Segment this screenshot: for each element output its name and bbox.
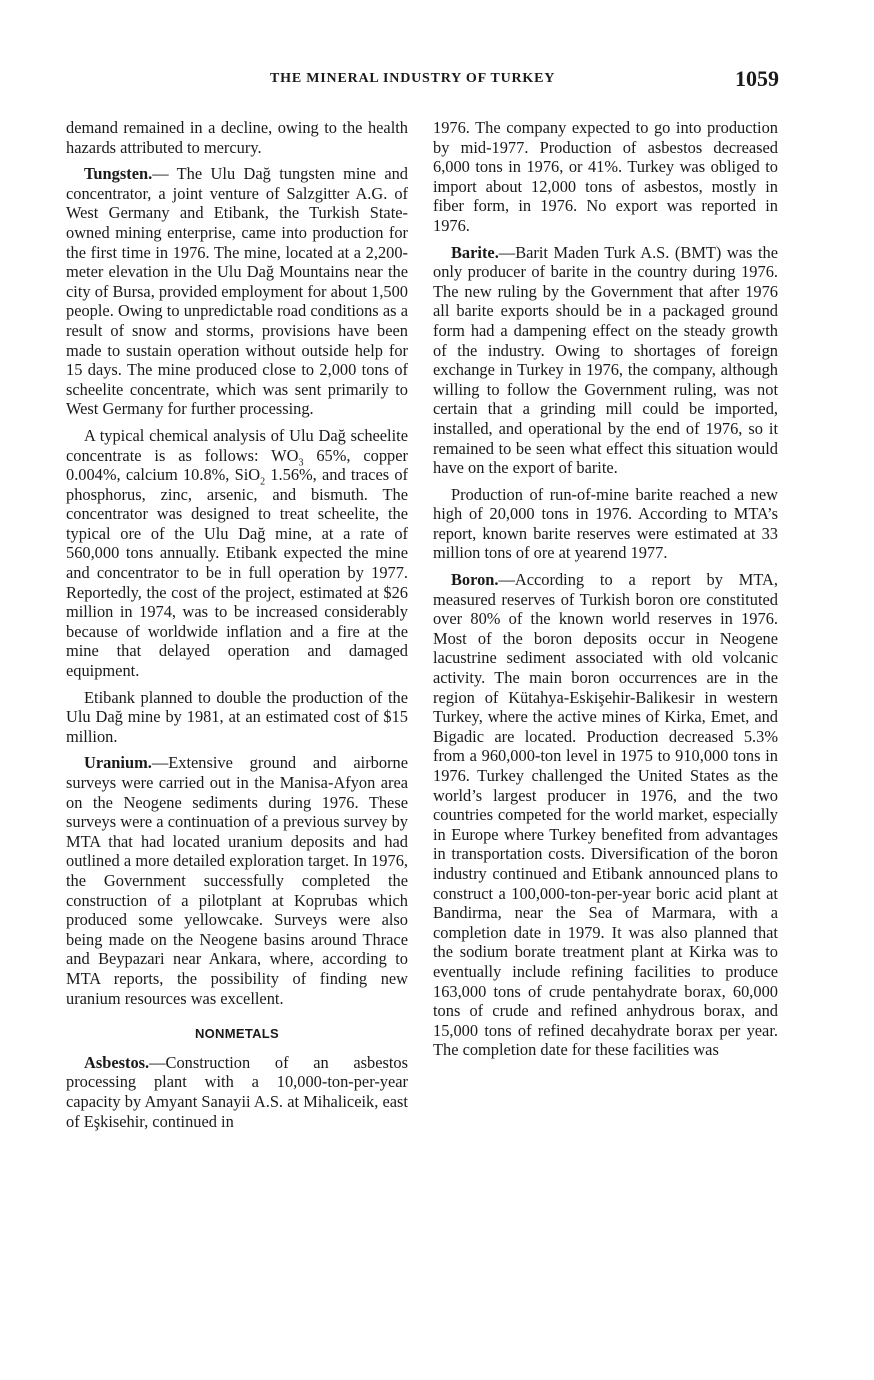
chemical-analysis-paragraph — [66, 426, 408, 681]
tungsten-heading: Tungsten. — [84, 164, 153, 184]
page-number: 1059 — [735, 66, 779, 91]
analysis-text-c: 1.56%, and traces of phosphorus, zinc, arsenic, and bismuth. The concentrator was designed to treat scheelite, the typical ore of the Ulu Dağ mine, at a rate of 560,000 tons annually. Etibank expected the mine and concentrator to be in full operation by 1977. Reportedly, the cost of the project, estimated at $26 million in 1974, was to be increased considerably because of worldwide inflation and a fire at the mine that delayed operation and damaged equipment. — [66, 465, 408, 681]
boron-text: —According to a report by MTA, measured reserves of Turkish boron ore constituted over 80% of the known world reserves in 1976. Most of the boron deposits occur in Neogene lacustrine sediment associated with old volcanic activity. The main boron occurrences are in the region of Kütahya-Eskişehir-Balikesir in western Turkey, where the active mines of Kirka, Emet, and Bigadic are located. Production decreased 5.3% from a 960,000-ton level in 1975 to 910,000 tons in 1976. Turkey challenged the United States as the world’s largest producer in 1976, and the two countries competed for the world market, especially in Europe where Turkey benefited from advantages in transportation costs. Diversification of the boron industry continued and Etibank announced plans to construct a 100,000-ton-per-year boric acid plant at Bandirma, near the Sea of Marmara, with a completion date in 1979. It was also planned that the sodium borate treatment plant at Kirka was to eventually include refining facilities to produce 163,000 tons of crude pentahydrate borax, 60,000 tons of crude and refined anhydrous borax, and 15,000 tons of refined decahydrate borax per year. The completion date for these facilities was — [433, 570, 778, 1060]
right-column — [433, 118, 778, 1067]
barite-heading: Barite. — [451, 242, 499, 262]
analysis-text-b: 65%, copper 0.004%, calcium 10.8%, SiO — [66, 445, 408, 485]
barite-production-paragraph: Production of run-of-mine barite reached a new high of 20,000 tons in 1976. According to MTA’s report, known barite reserves were estimated at 33 million tons of ore at yearend 1977. — [433, 484, 778, 563]
analysis-text-a: A typical chemical analysis of Ulu Dağ scheelite concentrate is as follows: WO — [66, 425, 408, 465]
left-column — [66, 118, 408, 1138]
page-header — [64, 66, 779, 94]
mercury-paragraph-end: demand remained in a decline, owing to the health hazards attributed to mercury. — [66, 118, 408, 157]
boron-heading: Boron. — [451, 570, 499, 590]
barite-text: —Barit Maden Turk A.S. (BMT) was the only producer of barite in the country during 1976. The new ruling by the Government that after 1976 all barite exports should be in a packaged ground form had a dampening effect on the steady growth of the industry. Owing to shortages of foreign exchange in Turkey in 1976, the company, although willing to follow the Government ruling, was not certain that a grinding mill could be imported, installed, and operational by the end of 1976, so it remained to be seen what effect this situation would have on the export of barite. — [433, 242, 778, 478]
tungsten-text: — The Ulu Dağ tungsten mine and concentrator, a joint venture of Salzgitter A.G. of West Germany and Etibank, the Turkish State-owned mining enterprise, came into production for the first time in 1976. The mine, located at a 2,200-meter elevation in the Ulu Dağ Mountains near the city of Bursa, provided employment for about 1,500 people. Owing to unpredictable road conditions as a result of snow and storms, provisions have been made to sustain operation without outside help for 15 days. The mine produced close to 2,000 tons of scheelite concentrate, which was sent primarily to West Germany for further processing. — [66, 164, 408, 419]
uranium-paragraph — [66, 753, 408, 1008]
asbestos-heading: Asbestos. — [84, 1052, 150, 1072]
asbestos-continued-paragraph: 1976. The company expected to go into production by mid-1977. Production of asbestos decreased 6,000 tons in 1976, or 41%. Turkey was obliged to import about 12,000 tons of asbestos, mostly in fiber form, in 1976. No export was reported in 1976. — [433, 118, 778, 235]
wo3-subscript: 3 — [298, 456, 304, 468]
asbestos-text: —Construction of an asbestos processing plant with a 10,000-ton-per-year capacity by Amyant Sanayii A.S. at Mihaliceik, east of Eşkisehir, continued in — [66, 1052, 408, 1131]
uranium-text: —Extensive ground and airborne surveys were carried out in the Manisa-Afyon area on the Neogene sediments during 1976. These surveys were a continuation of a previous survey by MTA that had located uranium deposits and had outlined a more detailed exploration target. In 1976, the Government successfully completed the construction of a pilotplant at Koprubas which produced some yellowcake. Surveys were also being made on the Neogene basins around Thrace and Beypazari near Ankara, where, according to MTA reports, the possibility of finding new uranium resources was excellent. — [66, 753, 408, 1008]
nonmetals-heading: NONMETALS — [194, 1026, 280, 1042]
barite-paragraph — [433, 243, 778, 478]
sio2-subscript: 2 — [260, 476, 266, 488]
boron-paragraph — [433, 570, 778, 1060]
tungsten-paragraph — [66, 164, 408, 419]
running-title: THE MINERAL INDUSTRY OF TURKEY — [270, 71, 556, 86]
etibank-double-paragraph: Etibank planned to double the production of the Ulu Dağ mine by 1981, at an estimated cost of $15 million. — [66, 687, 408, 746]
uranium-heading: Uranium. — [84, 753, 152, 773]
asbestos-paragraph — [66, 1053, 408, 1131]
